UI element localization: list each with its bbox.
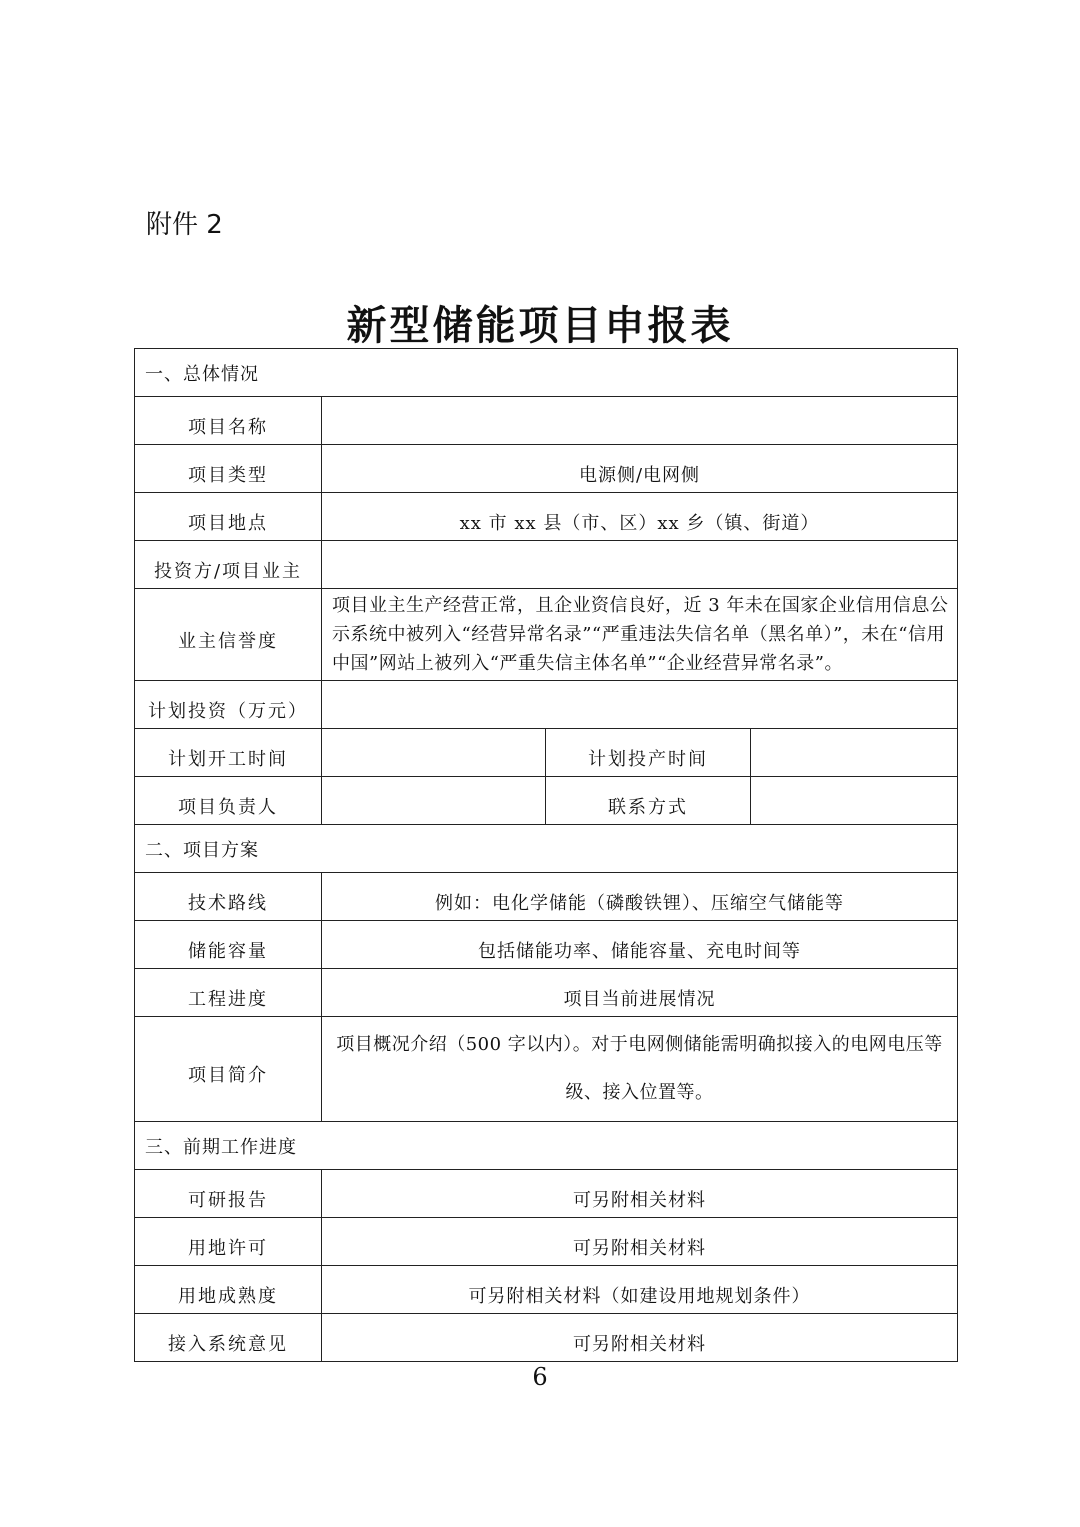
technical-route-label: 技术路线 (135, 873, 322, 921)
planned-start-field[interactable] (322, 729, 546, 777)
contact-field[interactable] (751, 777, 958, 825)
table-row (135, 541, 958, 589)
section-header-row (135, 825, 958, 873)
grid-access-opinion-label: 接入系统意见 (135, 1314, 322, 1362)
section-heading-preliminary: 三、前期工作进度 (135, 1122, 958, 1170)
grid-access-opinion-field[interactable]: 可另附相关材料 (322, 1314, 958, 1362)
construction-progress-field[interactable]: 项目当前进展情况 (322, 969, 958, 1017)
table-row (135, 1314, 958, 1362)
owner-credit-field[interactable]: 项目业主生产经营正常，且企业资信良好，近 3 年未在国家企业信用信息公示系统中被列入“经营异常名录”“严重违法失信名单（黑名单）”，未在“信用中国”网站上被列入“严重失信主体名单”“企业经营异常名录”。 (322, 589, 958, 681)
project-name-label: 项目名称 (135, 397, 322, 445)
table-row (135, 1218, 958, 1266)
project-type-field[interactable]: 电源侧/电网侧 (322, 445, 958, 493)
technical-route-field[interactable]: 例如：电化学储能（磷酸铁锂）、压缩空气储能等 (322, 873, 958, 921)
section-heading-plan: 二、项目方案 (135, 825, 958, 873)
project-leader-label: 项目负责人 (135, 777, 322, 825)
table-row (135, 493, 958, 541)
planned-investment-label: 计划投资（万元） (135, 681, 322, 729)
table-row (135, 589, 958, 681)
table-row (135, 1266, 958, 1314)
table-row (135, 921, 958, 969)
section-header-row (135, 1122, 958, 1170)
construction-progress-label: 工程进度 (135, 969, 322, 1017)
land-maturity-field[interactable]: 可另附相关材料（如建设用地规划条件） (322, 1266, 958, 1314)
table-row (135, 681, 958, 729)
land-permit-field[interactable]: 可另附相关材料 (322, 1218, 958, 1266)
document-title: 新型储能项目申报表 (346, 303, 734, 349)
planned-start-label: 计划开工时间 (135, 729, 322, 777)
application-form-table (134, 348, 958, 1362)
page-number: 6 (532, 1363, 548, 1391)
attachment-label: 附件 2 (146, 210, 223, 240)
table-row (135, 777, 958, 825)
planned-investment-field[interactable] (322, 681, 958, 729)
project-location-field[interactable]: xx 市 xx 县（市、区）xx 乡（镇、街道） (322, 493, 958, 541)
table-row (135, 1170, 958, 1218)
project-intro-label: 项目简介 (135, 1017, 322, 1122)
owner-credit-label: 业主信誉度 (135, 589, 322, 681)
project-location-label: 项目地点 (135, 493, 322, 541)
section-heading-overview: 一、总体情况 (135, 349, 958, 397)
table-row (135, 969, 958, 1017)
planned-production-field[interactable] (751, 729, 958, 777)
investor-label: 投资方/项目业主 (135, 541, 322, 589)
section-header-row (135, 349, 958, 397)
project-name-field[interactable] (322, 397, 958, 445)
contact-label: 联系方式 (546, 777, 751, 825)
land-maturity-label: 用地成熟度 (135, 1266, 322, 1314)
table-row (135, 1017, 958, 1122)
storage-capacity-label: 储能容量 (135, 921, 322, 969)
table-row (135, 873, 958, 921)
land-permit-label: 用地许可 (135, 1218, 322, 1266)
feasibility-report-field[interactable]: 可另附相关材料 (322, 1170, 958, 1218)
planned-production-label: 计划投产时间 (546, 729, 751, 777)
project-intro-field[interactable]: 项目概况介绍（500 字以内）。对于电网侧储能需明确拟接入的电网电压等级、接入位置等。 (322, 1017, 958, 1122)
investor-field[interactable] (322, 541, 958, 589)
feasibility-report-label: 可研报告 (135, 1170, 322, 1218)
project-type-label: 项目类型 (135, 445, 322, 493)
storage-capacity-field[interactable]: 包括储能功率、储能容量、充电时间等 (322, 921, 958, 969)
table-row (135, 445, 958, 493)
table-row (135, 397, 958, 445)
table-row (135, 729, 958, 777)
project-leader-field[interactable] (322, 777, 546, 825)
